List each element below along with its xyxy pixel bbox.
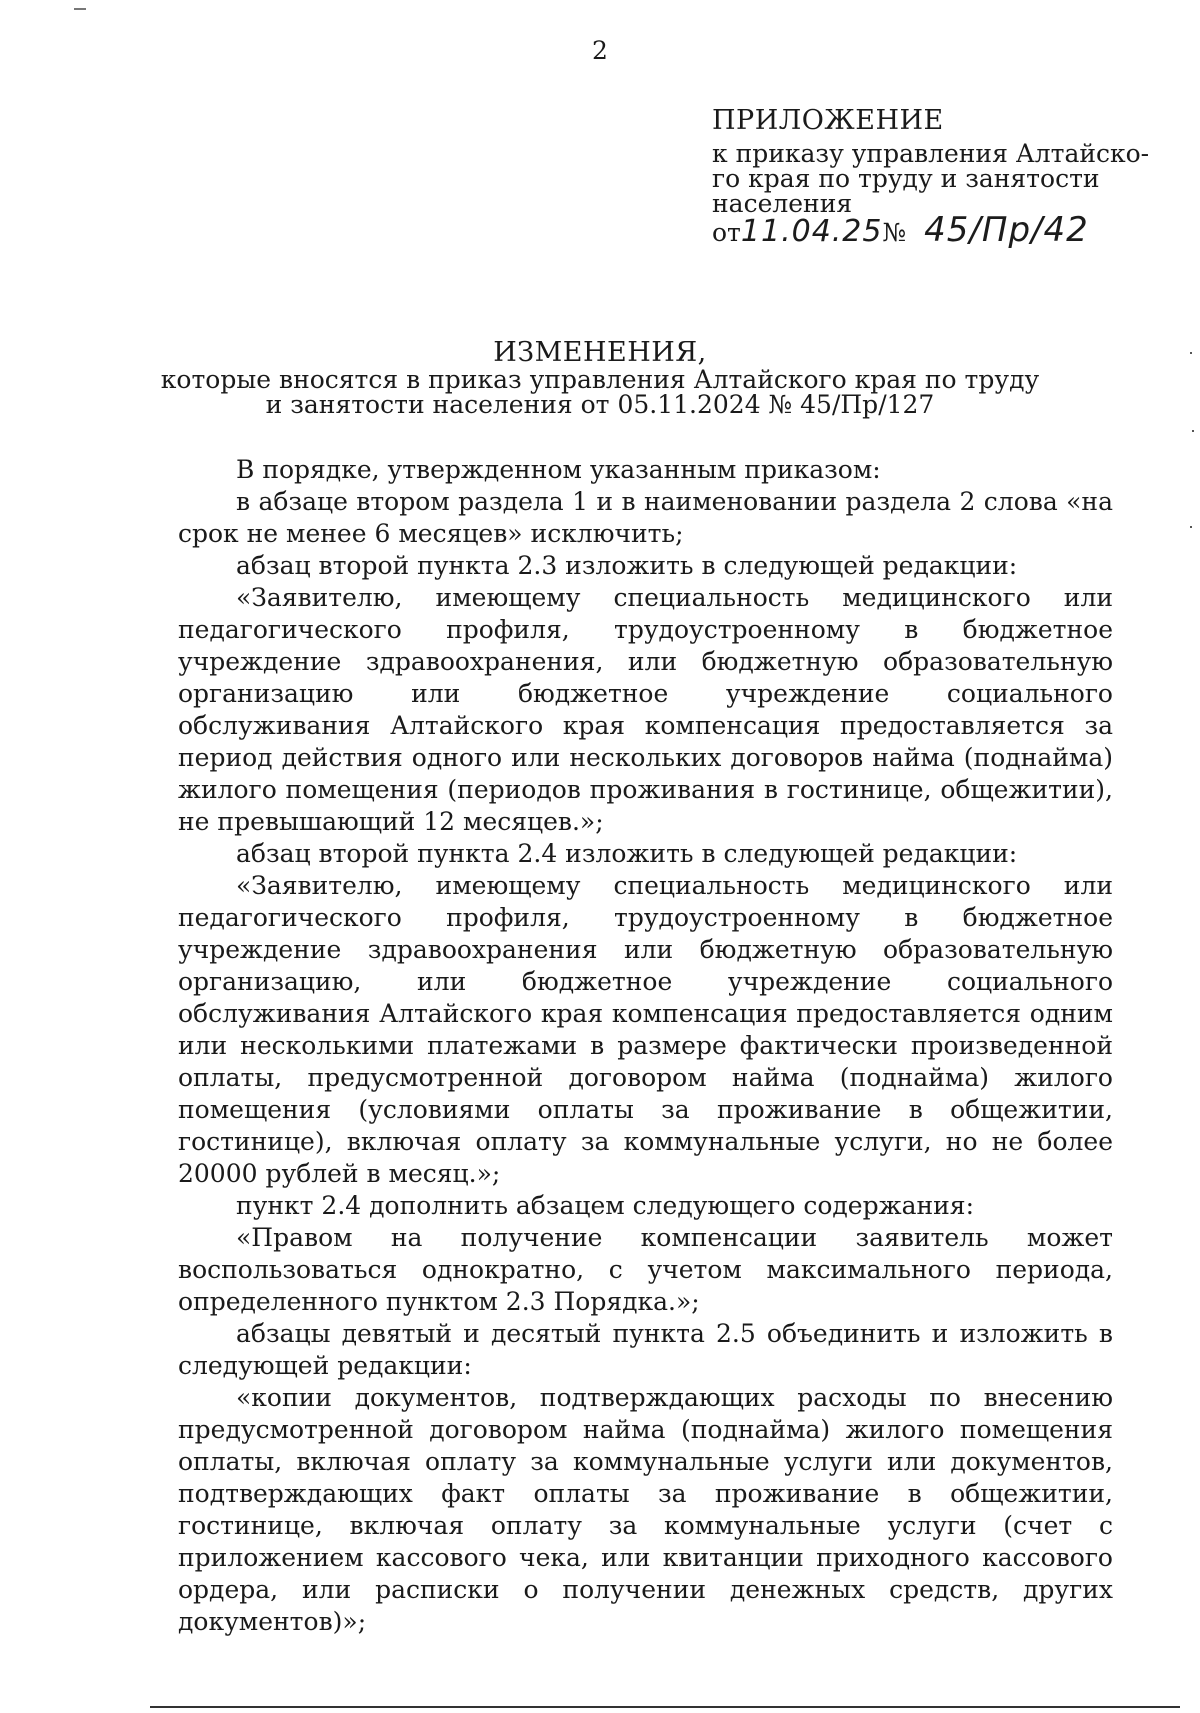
body-paragraph: абзацы девятый и десятый пункта 2.5 объединить и изложить в следующей редакции: — [178, 1319, 1113, 1380]
body-paragraph: «копии документов, подтверждающих расходы по внесению предусмотренной договором найма (поднайма) жилого помещения оплаты, включая оплату за коммунальные услуги или документов, подтверждающих факт оплаты за проживание в общежитии, гостинице, включая оплату за коммунальные услуги (счет с приложением кассового чека, или квитанции приходного кассового ордера, или расписки о получении денежных средств, других документов)»; — [178, 1383, 1113, 1636]
document-body — [178, 454, 1113, 1638]
bottom-edge-line — [150, 1706, 1180, 1708]
appendix-line: к приказу управления Алтайско- — [712, 139, 1150, 168]
scan-artifact-dot — [1192, 430, 1194, 432]
body-paragraph: пункт 2.4 дополнить абзацем следующего содержания: — [236, 1191, 975, 1220]
from-label: от — [712, 218, 741, 247]
appendix-block — [712, 105, 1150, 250]
document-subtitle-line: которые вносятся в приказ управления Алтайского края по труду — [160, 365, 1040, 394]
document-title-block — [0, 337, 1200, 419]
handwritten-date: 11.04.25 — [740, 214, 883, 249]
document-subtitle-line: и занятости населения от 05.11.2024 № 45/Пр/127 — [265, 390, 935, 419]
appendix-line: населения — [712, 189, 853, 218]
body-paragraph: абзац второй пункта 2.4 изложить в следующей редакции: — [236, 839, 1018, 868]
scan-artifact-dot — [1190, 526, 1192, 528]
body-paragraph: «Правом на получение компенсации заявитель может воспользоваться однократно, с учетом максимального периода, определенного пунктом 2.3 Порядка.»; — [178, 1223, 1113, 1316]
appendix-heading: ПРИЛОЖЕНИЕ — [712, 105, 944, 136]
number-label: № — [882, 218, 907, 247]
handwritten-number: 45/Пр/42 — [924, 210, 1089, 250]
document-title: ИЗМЕНЕНИЯ, — [493, 337, 707, 368]
scan-artifact-mark — [74, 8, 86, 10]
body-paragraph: абзац второй пункта 2.3 изложить в следующей редакции: — [236, 551, 1018, 580]
appendix-line: го края по труду и занятости — [712, 164, 1100, 193]
body-paragraph: В порядке, утвержденном указанным приказом: — [236, 455, 881, 484]
body-paragraph: «Заявителю, имеющему специальность медицинского или педагогического профиля, трудоустроенному в бюджетное учреждение здравоохранения или бюджетную образовательную организацию, или бюджетное учреждение социального обслуживания Алтайского края компенсация предоставляется одним или несколькими платежами в размере фактически произведенной оплаты, предусмотренной договором найма (поднайма) жилого помещения (условиями оплаты за проживание в общежитии, гостинице), включая оплату за коммунальные услуги, но не более 20000 рублей в месяц.»; — [178, 871, 1113, 1188]
body-paragraph: в абзаце втором раздела 1 и в наименовании раздела 2 слова «на срок не менее 6 месяцев» исключить; — [178, 487, 1113, 548]
body-paragraph: «Заявителю, имеющему специальность медицинского или педагогического профиля, трудоустроенному в бюджетное учреждение здравоохранения, или бюджетную образовательную организацию или бюджетное учреждение социального обслуживания Алтайского края компенсация предоставляется за период действия одного или нескольких договоров найма (поднайма) жилого помещения (периодов проживания в гостинице, общежитии), не превышающий 12 месяцев.»; — [178, 583, 1113, 836]
page-number: 2 — [592, 36, 608, 65]
appendix-date-number-line — [712, 210, 1132, 250]
